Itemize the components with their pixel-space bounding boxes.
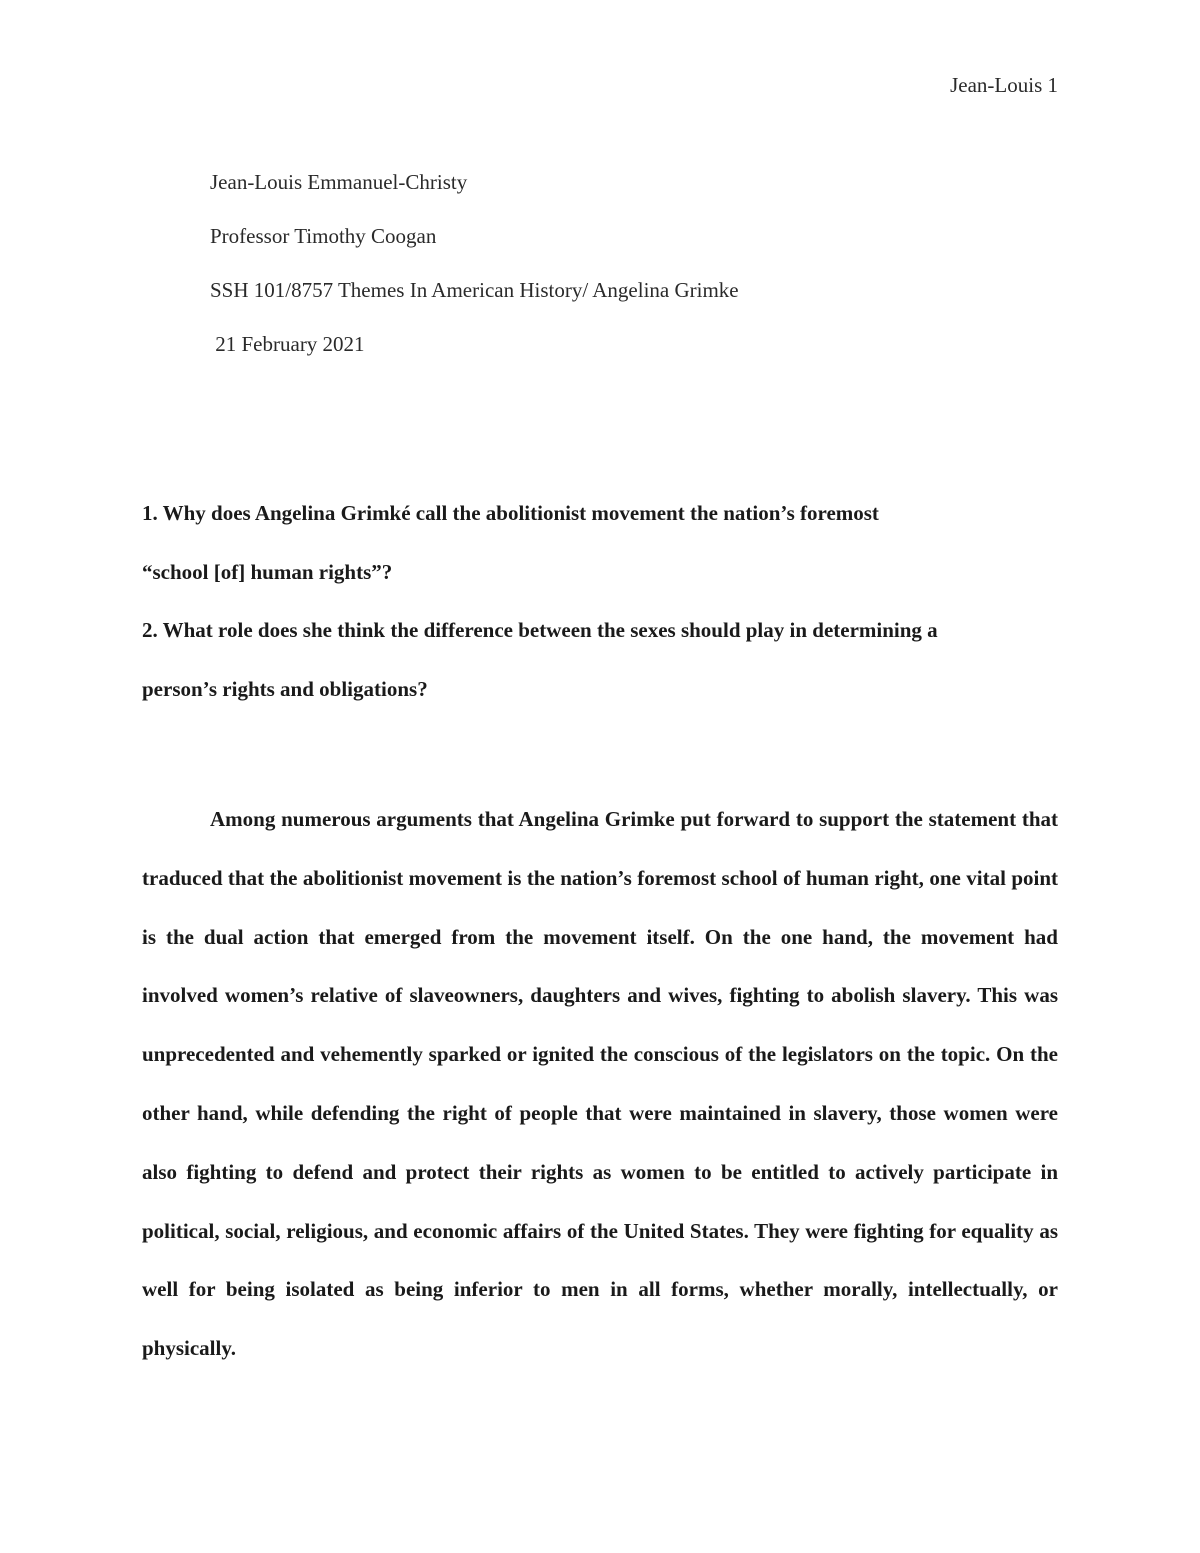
question-line: 2. What role does she think the difference between the sexes should play in determining a — [142, 618, 938, 642]
student-name: Jean-Louis Emmanuel-Christy — [210, 170, 468, 194]
mla-heading — [210, 168, 739, 384]
questions-block — [142, 498, 1058, 732]
running-head: Jean-Louis 1 — [950, 73, 1058, 97]
date: 21 February 2021 — [210, 332, 365, 356]
question-line: “school [of] human rights”? — [142, 559, 393, 584]
course-title: SSH 101/8757 Themes In American History/ Angelina Grimke — [210, 278, 739, 302]
professor-name: Professor Timothy Coogan — [210, 224, 437, 248]
body-paragraph: Among numerous arguments that Angelina Grimke put forward to support the statement that traduced that the abolitionist movement is the nation’s foremost school of human right, one vital point is the dual action that emerged from the movement itself. On the one hand, the movement had involved women’s relative of slaveowners, daughters and wives, fighting to abolish slavery. This was unprecedented and vehemently sparked or ignited the conscious of the legislators on the topic. On the other hand, while defending the right of people that were maintained in slavery, those women were also fighting to defend and protect their rights as women to be entitled to actively participate in political, social, religious, and economic affairs of the United States. They were fighting for equality as well for being isolated as being inferior to men in all forms, whether morally, intellectually, or physically. — [142, 807, 1058, 1361]
question-line: person’s rights and obligations? — [142, 676, 428, 701]
question-line: 1. Why does Angelina Grimké call the abolitionist movement the nation’s foremost — [142, 501, 879, 525]
